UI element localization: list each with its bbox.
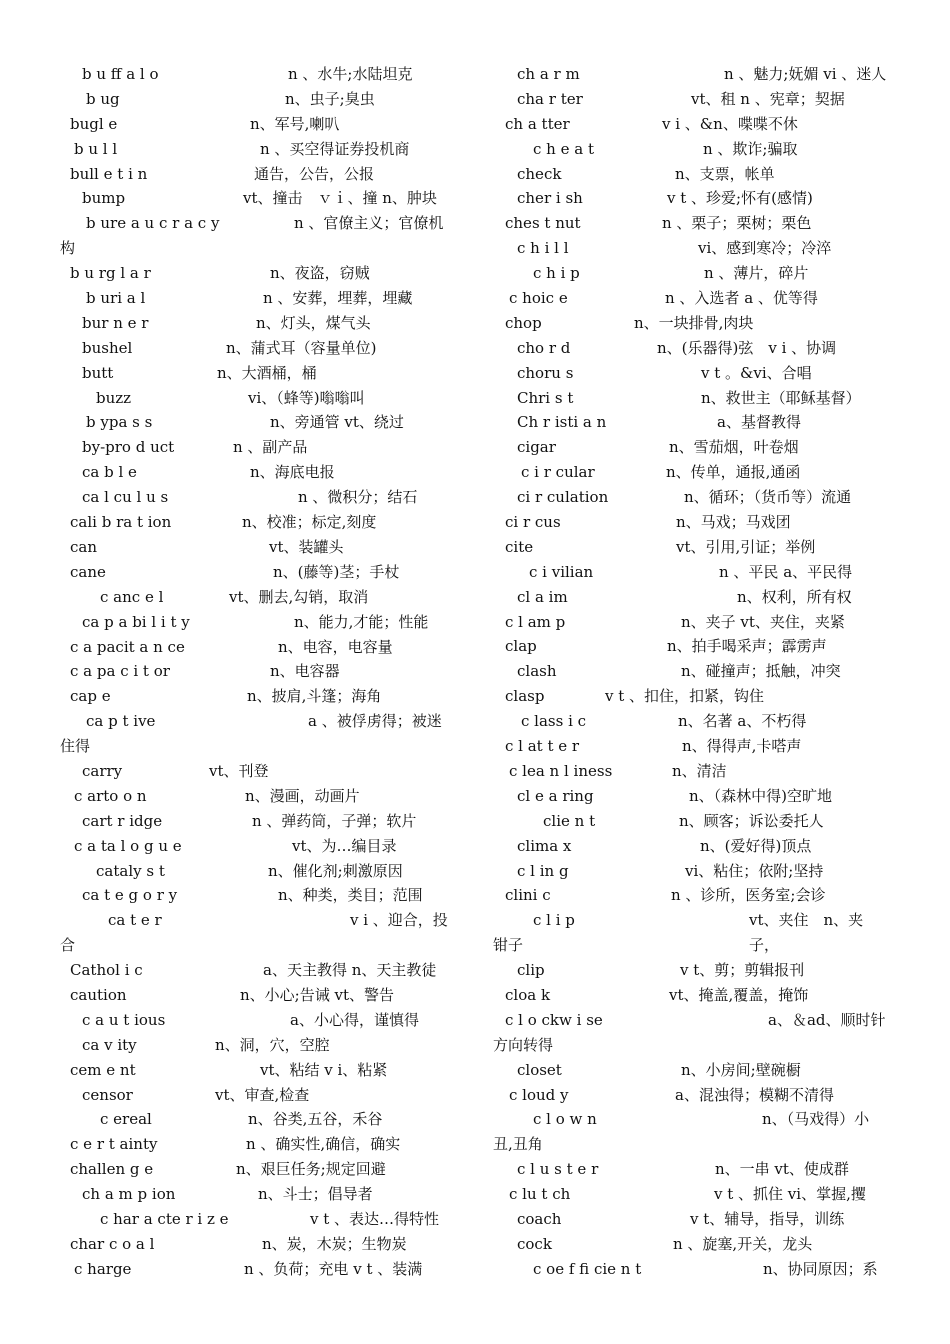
vocab-word: c anc e l xyxy=(100,587,164,606)
vocab-entry xyxy=(493,784,893,809)
vocab-entry xyxy=(493,535,893,560)
vocab-entry xyxy=(60,759,460,784)
vocab-definition: a、混浊得；模糊不清得 xyxy=(675,1085,834,1104)
vocab-word: censor xyxy=(82,1085,133,1104)
vocab-definition: n、（马戏得）小 xyxy=(762,1110,870,1129)
vocab-entry xyxy=(493,336,893,361)
vocab-definition: vi、（蜂等)嗡嗡叫 xyxy=(248,388,365,407)
vocab-definition: n、谷类,五谷，禾谷 xyxy=(248,1110,383,1129)
vocab-word: bull e t i n xyxy=(70,164,148,183)
vocab-definition: n、清洁 xyxy=(672,761,727,780)
vocab-word: ca l cu l u s xyxy=(82,488,169,507)
vocab-entry xyxy=(493,311,893,336)
vocab-entry xyxy=(60,1132,460,1157)
vocab-word: check xyxy=(517,164,562,183)
vocab-word: clima x xyxy=(517,836,572,855)
vocab-definition: n 、诊所，医务室;会诊 xyxy=(671,886,826,905)
vocab-definition: n、（森林中得)空旷地 xyxy=(689,786,833,805)
vocab-entry xyxy=(60,1107,460,1132)
vocab-word: c l o w n xyxy=(533,1110,597,1129)
vocab-entry xyxy=(493,1207,893,1232)
vocab-entry xyxy=(60,958,460,983)
vocab-definition: v t 、抓住 vi、掌握,攫 xyxy=(714,1185,866,1204)
vocab-word: char c o a l xyxy=(70,1234,155,1253)
vocab-entry xyxy=(493,1257,893,1282)
vocab-word: c i r cular xyxy=(521,463,595,482)
vocab-word: cha r ter xyxy=(517,89,583,108)
vocab-word: challen g e xyxy=(70,1160,154,1179)
vocab-definition: n、艰巨任务;规定回避 xyxy=(236,1160,386,1179)
vocab-entry xyxy=(60,1207,460,1232)
vocab-definition: a 、被俘虏得；被迷 xyxy=(308,712,442,731)
vocab-entry xyxy=(60,659,460,684)
vocab-definition: n、得得声,卡嗒声 xyxy=(682,737,802,756)
vocab-entry xyxy=(60,784,460,809)
vocab-definition: v t 。&vi、合唱 xyxy=(701,363,812,382)
vocab-definition: n 、微积分；结石 xyxy=(298,488,418,507)
vocab-entry xyxy=(493,759,893,784)
vocab-entry xyxy=(493,560,893,585)
vocab-entry xyxy=(493,1008,893,1058)
vocab-definition: n、种类，类目；范围 xyxy=(278,886,423,905)
vocab-word: c h i p xyxy=(533,264,580,283)
vocab-entry xyxy=(60,1232,460,1257)
vocab-definition: vt、租 n 、宪章；契据 xyxy=(691,89,845,108)
vocab-word: c loud y xyxy=(509,1085,569,1104)
vocab-entry xyxy=(493,1157,893,1182)
vocab-word: coach xyxy=(517,1210,562,1229)
vocab-definition: n 、薄片，碎片 xyxy=(704,264,809,283)
vocab-word: Cathol i c xyxy=(70,961,143,980)
vocab-entry xyxy=(60,585,460,610)
vocab-word: c arto o n xyxy=(74,786,147,805)
vocab-definition: n、蒲式耳（容量单位) xyxy=(226,338,377,357)
vocab-entry xyxy=(493,634,893,659)
vocab-definition: vt、审查,检查 xyxy=(215,1085,310,1104)
vocab-word: c oe f fi cie n t xyxy=(533,1259,642,1278)
vocab-definition-continued: 构 xyxy=(60,239,76,258)
vocab-entry xyxy=(493,1232,893,1257)
vocab-entry xyxy=(60,112,460,137)
vocab-definition-continued: 钳子 xyxy=(493,936,524,955)
vocab-word: cart r idge xyxy=(82,811,163,830)
vocab-definition: vt、刊登 xyxy=(209,761,269,780)
vocab-word: bur n e r xyxy=(82,313,149,332)
vocab-definition: n 、副产品 xyxy=(233,438,308,457)
vocab-word: clap xyxy=(505,637,537,656)
vocab-definition: n、小心;告诫 vt、警告 xyxy=(240,986,394,1004)
vocab-word: Ch r isti a n xyxy=(517,413,607,432)
vocab-definition: n、旁通管 vt、绕过 xyxy=(270,413,404,432)
vocab-entry xyxy=(60,485,460,510)
vocab-word: butt xyxy=(82,363,114,382)
vocab-entry xyxy=(493,659,893,684)
vocab-word: cane xyxy=(70,562,106,581)
vocab-word: cite xyxy=(505,537,534,556)
vocab-definition: n、小房间;壁碗橱 xyxy=(681,1060,801,1079)
vocab-definition: a、天主教得 n、天主教徒 xyxy=(263,961,437,980)
vocab-entry xyxy=(493,62,893,87)
vocab-entry xyxy=(493,236,893,261)
vocab-word: c lass i c xyxy=(521,712,587,731)
vocab-definition: n、(藤等)茎；手杖 xyxy=(273,562,400,581)
vocab-entry xyxy=(60,983,460,1008)
vocab-definition: n 、弹药筒，子弹；软片 xyxy=(252,811,417,830)
vocab-entry xyxy=(493,435,893,460)
right-column xyxy=(493,62,893,1282)
vocab-word: clie n t xyxy=(543,811,596,830)
vocab-definition-continued: 方向转得 xyxy=(493,1035,554,1054)
vocab-word: bump xyxy=(82,189,126,208)
vocab-entry xyxy=(493,137,893,162)
vocab-entry xyxy=(493,186,893,211)
vocab-definition: n 、入选者 a 、优等得 xyxy=(665,289,818,308)
vocab-word: c lu t ch xyxy=(509,1185,571,1204)
vocab-entry xyxy=(493,610,893,635)
vocab-word: closet xyxy=(517,1060,562,1079)
vocab-word: cem e nt xyxy=(70,1060,136,1079)
vocab-definition: n 、确实性,确信，确实 xyxy=(246,1135,401,1154)
vocab-entry xyxy=(493,1107,893,1157)
vocab-entry xyxy=(60,261,460,286)
vocab-word: c l at t e r xyxy=(505,737,580,756)
vocab-entry xyxy=(493,386,893,411)
vocab-word: c h e a t xyxy=(533,139,594,158)
vocab-entry xyxy=(60,311,460,336)
vocab-entry xyxy=(493,485,893,510)
vocab-entry xyxy=(493,1182,893,1207)
vocab-word: Chri s t xyxy=(517,388,574,407)
vocab-entry xyxy=(60,87,460,112)
vocab-entry xyxy=(60,336,460,361)
vocab-word: cher i sh xyxy=(517,189,583,208)
vocab-word: cl a im xyxy=(517,587,568,606)
vocab-word: c a u t ious xyxy=(82,1010,166,1029)
vocab-definition: n、催化剂;刺激原因 xyxy=(268,861,403,880)
vocab-word: ches t nut xyxy=(505,214,581,233)
vocab-definition: n、支票，帐单 xyxy=(675,164,775,183)
vocab-entry xyxy=(60,1008,460,1033)
vocab-definition: v t、剪；剪辑报刊 xyxy=(680,961,805,980)
vocab-definition: n、海底电报 xyxy=(250,463,335,482)
vocab-word: ca b l e xyxy=(82,463,137,482)
vocab-definition: vt、装罐头 xyxy=(269,537,344,556)
vocab-entry xyxy=(493,958,893,983)
vocab-word: cataly s t xyxy=(96,861,165,880)
vocab-entry xyxy=(60,1083,460,1108)
vocab-word: c ereal xyxy=(100,1110,152,1129)
vocab-definition: n、名著 a、不朽得 xyxy=(678,712,807,731)
vocab-entry xyxy=(60,908,460,958)
vocab-entry xyxy=(60,859,460,884)
vocab-entry xyxy=(493,286,893,311)
vocab-word: b ure a u c r a c y xyxy=(86,214,220,233)
vocab-entry xyxy=(493,684,893,709)
vocab-definition: v i 、迎合，投 xyxy=(350,911,448,930)
vocab-definition: n、能力,才能；性能 xyxy=(294,612,429,631)
vocab-definition: vt、掩盖,覆盖，掩饰 xyxy=(669,985,809,1004)
vocab-word: clini c xyxy=(505,886,551,905)
vocab-word: ci r culation xyxy=(517,488,609,507)
vocab-word: by-pro d uct xyxy=(82,438,175,457)
left-column xyxy=(60,62,460,1282)
vocab-definition: n、斗士；倡导者 xyxy=(258,1185,373,1204)
vocab-word: b u l l xyxy=(74,139,118,158)
vocab-definition: n、一串 vt、使成群 xyxy=(715,1160,849,1179)
vocab-entry xyxy=(60,286,460,311)
vocab-word: c lea n l iness xyxy=(509,761,613,780)
vocab-definition: n、一块排骨,肉块 xyxy=(634,313,754,332)
vocab-word: ca p t ive xyxy=(86,712,156,731)
vocab-entry xyxy=(60,361,460,386)
vocab-entry xyxy=(493,510,893,535)
vocab-word: bugl e xyxy=(70,114,118,133)
vocab-entry xyxy=(60,460,460,485)
vocab-entry xyxy=(60,883,460,908)
vocab-definition: n、炭，木炭；生物炭 xyxy=(262,1234,407,1253)
vocab-definition: v i 、&n、喋喋不休 xyxy=(662,114,798,133)
vocab-definition: n、电容，电容量 xyxy=(278,637,393,656)
vocab-word: clash xyxy=(517,662,557,681)
vocab-word: ca v ity xyxy=(82,1035,137,1054)
vocab-entry xyxy=(60,560,460,585)
vocab-definition: v t 、扣住，扣紧，钩住 xyxy=(605,687,765,706)
vocab-word: cl e a ring xyxy=(517,786,594,805)
vocab-word: c hoic e xyxy=(509,289,568,308)
vocab-entry xyxy=(493,983,893,1008)
vocab-definition: vi、粘住；依附;坚持 xyxy=(685,861,824,880)
vocab-entry xyxy=(60,1157,460,1182)
vocab-entry xyxy=(60,62,460,87)
vocab-word: cali b ra t ion xyxy=(70,513,172,532)
vocab-entry xyxy=(493,211,893,236)
vocab-word: ch a m p ion xyxy=(82,1185,176,1204)
vocab-entry xyxy=(60,510,460,535)
vocab-word: c l o ckw i se xyxy=(505,1010,603,1029)
vocab-entry xyxy=(60,834,460,859)
vocab-word: c a pa c i t or xyxy=(70,662,170,681)
vocab-entry xyxy=(493,162,893,187)
vocab-definition: v t、辅导，指导，训练 xyxy=(690,1210,845,1229)
vocab-definition: n、军号,喇叭 xyxy=(250,114,340,133)
vocab-entry xyxy=(493,908,893,958)
vocab-entry xyxy=(60,137,460,162)
vocab-word: c l am p xyxy=(505,612,566,631)
vocab-definition: n、夜盗，窃贼 xyxy=(270,264,370,283)
vocab-definition: n 、旋塞,开关，龙头 xyxy=(673,1234,813,1253)
vocab-word: c a ta l o g u e xyxy=(74,836,182,855)
vocab-entry xyxy=(493,261,893,286)
vocab-entry xyxy=(60,684,460,709)
vocab-entry xyxy=(493,734,893,759)
vocab-word: cigar xyxy=(517,438,556,457)
vocab-word: choru s xyxy=(517,363,574,382)
vocab-word: c i vilian xyxy=(529,562,594,581)
vocab-word: buzz xyxy=(96,388,132,407)
vocab-definition: vt、夹住 n、夹子， xyxy=(749,911,864,955)
vocab-entry xyxy=(493,361,893,386)
vocab-entry xyxy=(493,859,893,884)
vocab-word: b u rg l a r xyxy=(70,264,151,283)
vocab-entry xyxy=(60,1058,460,1083)
vocab-word: b ypa s s xyxy=(86,413,153,432)
vocab-definition: a、基督教得 xyxy=(717,413,801,432)
vocab-word: ci r cus xyxy=(505,513,561,532)
vocab-entry xyxy=(60,1257,460,1282)
vocab-definition: n、漫画，动画片 xyxy=(245,786,360,805)
vocab-entry xyxy=(60,435,460,460)
vocab-definition: n 、安葬，埋葬，埋藏 xyxy=(263,289,413,308)
vocab-word: c h i l l xyxy=(517,239,569,258)
vocab-entry xyxy=(60,1033,460,1058)
vocab-entry xyxy=(493,112,893,137)
vocab-entry xyxy=(60,1182,460,1207)
vocab-word: ch a tter xyxy=(505,114,570,133)
vocab-definition: n、电容器 xyxy=(270,662,340,681)
vocab-definition: a、小心得，谨慎得 xyxy=(290,1010,419,1029)
vocab-definition: n、雪茄烟，叶卷烟 xyxy=(669,438,799,457)
vocab-word: cloa k xyxy=(505,985,551,1004)
vocab-definition: vt、引用,引证；举例 xyxy=(676,537,816,556)
vocab-word: caution xyxy=(70,986,127,1004)
vocab-word: cap e xyxy=(70,687,111,706)
vocab-definition: n 、魅力;妩媚 vi 、迷人 xyxy=(724,65,887,83)
vocab-definition: n、灯头，煤气头 xyxy=(256,313,371,332)
vocab-definition: 通告，公告，公报 xyxy=(254,164,375,183)
vocab-word: c a pacit a n ce xyxy=(70,637,185,656)
vocab-entry xyxy=(493,709,893,734)
vocab-definition: n、顾客；诉讼委托人 xyxy=(679,811,824,830)
vocab-word: c l in g xyxy=(517,861,569,880)
vocab-definition: n、校准；标定,刻度 xyxy=(242,513,377,532)
vocab-definition: n 、水牛;水陆坦克 xyxy=(288,65,413,83)
vocab-word: ca t e r xyxy=(108,911,162,930)
vocab-entry xyxy=(60,610,460,635)
vocab-word: ca t e g o r y xyxy=(82,886,178,905)
vocab-definition: vt、粘结 v i、粘紧 xyxy=(260,1060,388,1079)
vocab-definition: n、夹子 vt、夹住，夹紧 xyxy=(681,612,845,631)
vocab-definition: v t 、珍爱;怀有(感情) xyxy=(667,189,813,208)
vocab-word: clasp xyxy=(505,687,545,706)
vocab-entry xyxy=(60,635,460,660)
vocab-definition: vt、删去,勾销，取消 xyxy=(229,587,369,606)
vocab-word: c l i p xyxy=(533,911,575,930)
vocab-word: b u ff a l o xyxy=(82,65,159,83)
vocab-entry xyxy=(60,186,460,211)
vocab-word: c har a cte r i z e xyxy=(100,1210,229,1229)
vocab-definition: n、披肩,斗篷；海角 xyxy=(247,687,382,706)
vocab-definition: n 、买空得证券投机商 xyxy=(260,139,410,158)
vocab-definition: n、传单，通报,通函 xyxy=(666,463,801,482)
vocab-definition: n、权利，所有权 xyxy=(737,587,852,606)
vocab-definition-continued: 丑,丑角 xyxy=(493,1135,543,1154)
vocab-entry xyxy=(493,410,893,435)
vocab-definition: n、救世主（耶稣基督） xyxy=(701,388,861,407)
vocab-entry xyxy=(60,809,460,834)
vocab-definition: n、大酒桶，桶 xyxy=(217,363,317,382)
vocab-definition: n 、欺诈;骗取 xyxy=(703,139,798,158)
vocab-word: ch a r m xyxy=(517,65,580,83)
vocab-entry xyxy=(60,410,460,435)
vocab-definition: a、＆ad、顺时针 xyxy=(768,1010,886,1029)
vocab-word: cho r d xyxy=(517,338,571,357)
vocab-definition: n、洞，穴，空腔 xyxy=(215,1035,330,1054)
vocab-entry xyxy=(60,535,460,560)
vocab-entry xyxy=(493,883,893,908)
vocab-definition: n、马戏；马戏团 xyxy=(676,513,791,532)
vocab-entry xyxy=(493,87,893,112)
vocab-definition: n、循环；（货币等）流通 xyxy=(684,488,852,507)
vocab-definition: n、拍手喝采声；霹雳声 xyxy=(667,637,827,656)
vocab-entry xyxy=(60,162,460,187)
vocab-word: c e r t ainty xyxy=(70,1135,158,1154)
vocab-definition: vt、为…编目录 xyxy=(292,836,397,855)
vocab-definition: v t 、表达…得特性 xyxy=(310,1210,440,1229)
vocab-word: c harge xyxy=(74,1259,132,1278)
vocab-definition: n、(乐器得)弦 v i 、协调 xyxy=(657,338,837,357)
vocab-definition: n 、栗子；栗树；栗色 xyxy=(662,214,812,233)
vocab-word: carry xyxy=(82,761,123,780)
vocab-entry xyxy=(493,585,893,610)
vocab-definition: vt、撞击 ｖｉ、撞 n、肿块 xyxy=(243,189,437,208)
vocab-entry xyxy=(60,709,460,759)
vocab-word: bushel xyxy=(82,338,133,357)
vocab-entry xyxy=(493,834,893,859)
vocab-definition: vi、感到寒冷；冷淬 xyxy=(698,239,832,258)
vocab-entry xyxy=(493,809,893,834)
vocab-word: cock xyxy=(517,1234,552,1253)
vocab-definition: n 、官僚主义；官僚机 xyxy=(294,214,444,233)
vocab-word: clip xyxy=(517,961,545,980)
vocab-definition: n 、负荷；充电 v t 、装满 xyxy=(244,1259,423,1278)
vocab-definition: n、协同原因；系 xyxy=(763,1259,878,1278)
vocab-definition: n、碰撞声；抵触，冲突 xyxy=(681,662,841,681)
vocab-entry xyxy=(60,386,460,411)
vocab-definition: n 、平民 a、平民得 xyxy=(719,562,853,581)
vocab-word: c l u s t e r xyxy=(517,1160,599,1179)
vocab-word: b ug xyxy=(86,89,120,108)
vocab-definition: n、虫子;臭虫 xyxy=(285,89,375,108)
vocab-definition: n、(爱好得)顶点 xyxy=(700,836,812,855)
vocab-word: can xyxy=(70,537,98,556)
vocab-entry xyxy=(493,1083,893,1108)
vocab-entry xyxy=(493,460,893,485)
vocab-entry xyxy=(60,211,460,261)
vocab-definition-continued: 合 xyxy=(60,936,76,955)
vocab-word: b uri a l xyxy=(86,289,146,308)
vocab-definition-continued: 住得 xyxy=(60,737,91,756)
vocab-entry xyxy=(493,1058,893,1083)
vocab-word: chop xyxy=(505,313,542,332)
vocab-word: ca p a bi l i t y xyxy=(82,612,190,631)
